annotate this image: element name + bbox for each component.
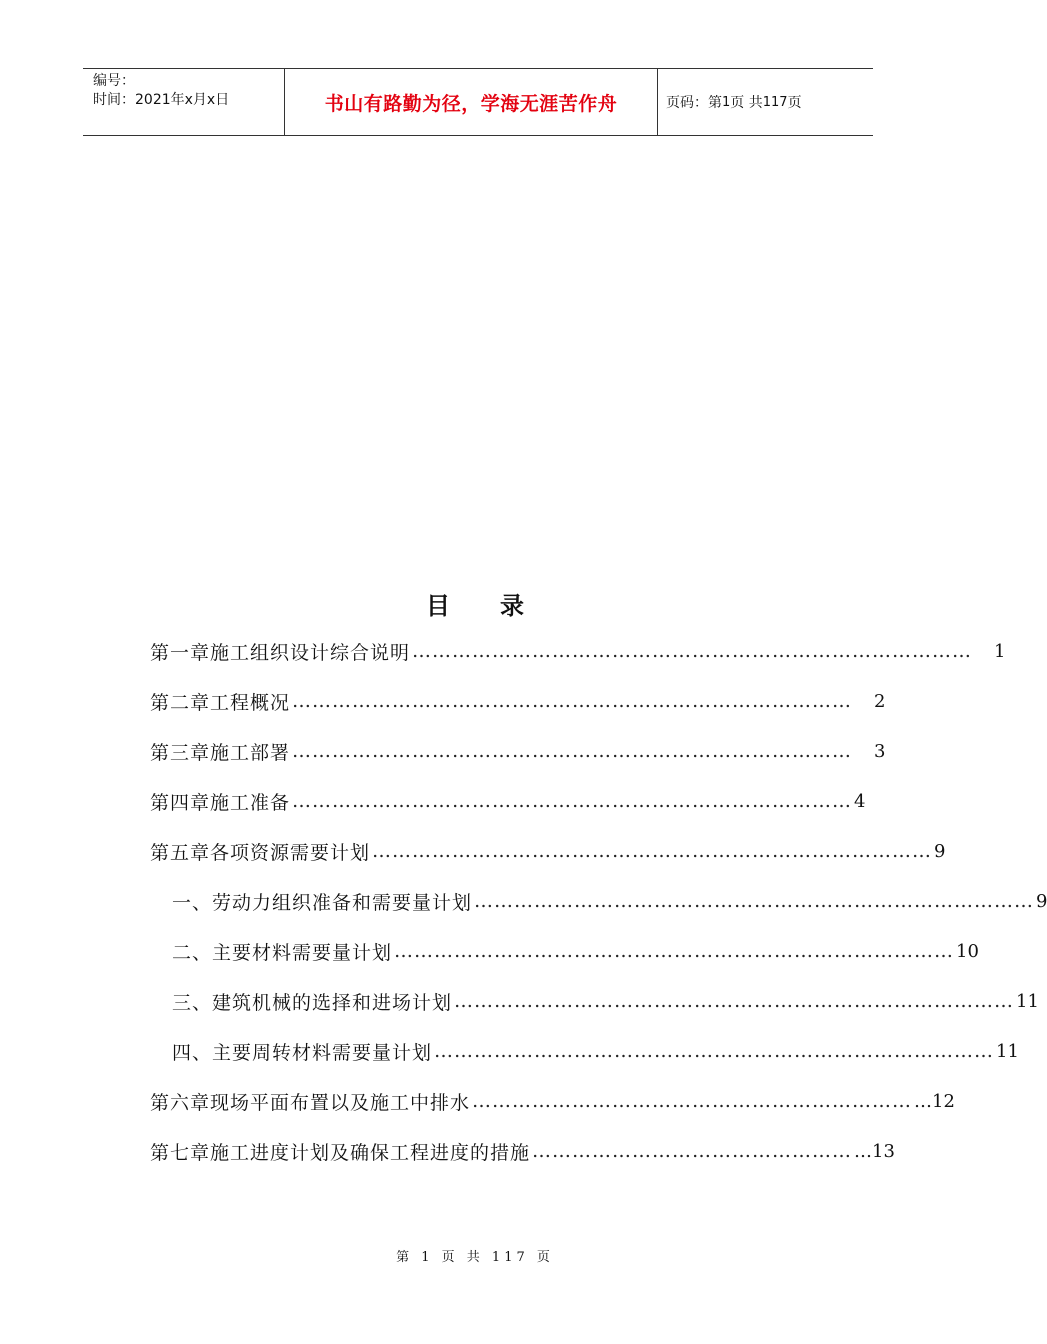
toc-leader-dots: ………………………………………………………………………… [292,690,853,712]
page-label: 页码：第 [666,95,722,111]
toc-title: 目录 [426,592,574,620]
toc-item-text: 第三章施工部署 [150,741,291,764]
document-number-label: 编号： [93,73,135,89]
toc-item-page: 11 [1016,990,1039,1012]
toc-item-page: 9 [1036,890,1047,912]
toc-item-page: 10 [956,940,979,962]
toc-item-page: 2 [874,690,886,712]
header-motto: 书山有路勤为径，学海无涯苦作舟 [324,92,618,115]
toc-item-page: …12 [914,1090,955,1112]
toc-item-text: 一、劳动力组织准备和需要量计划 [172,891,473,914]
toc-item-page: …13 [854,1140,895,1162]
toc-leader-dots: ………………………………………… [532,1140,853,1162]
page-current: 1 [722,94,731,110]
toc-leader-dots: ………………………………………………………………………… [434,1040,995,1062]
toc-item-text: 二、主要材料需要量计划 [172,941,393,964]
toc-item[interactable] [150,886,1047,916]
toc-item[interactable] [150,836,946,866]
toc-item-text: 第六章现场平面布置以及施工中排水 [150,1091,471,1114]
header-page-info [658,69,873,135]
toc-item-text: 第一章施工组织设计综合说明 [150,641,411,664]
toc-item-text: 四、主要周转材料需要量计划 [172,1041,433,1064]
header-meta [83,69,285,135]
toc-item-text: 第五章各项资源需要计划 [150,841,371,864]
toc-item-page: 4 [854,790,866,812]
toc-leader-dots: ………………………………………………………………………… [454,990,1015,1012]
toc-item-page: 9 [934,840,946,862]
header-motto-cell [285,69,658,135]
document-time-label: 时间：2021年x月x日 [93,92,230,108]
toc-leader-dots: ………………………………………………………………………… [372,840,933,862]
toc-item[interactable] [150,986,1039,1016]
toc-item[interactable] [150,1036,1019,1066]
toc-item-text: 三、建筑机械的选择和进场计划 [172,991,453,1014]
toc-leader-dots: ………………………………………………………………………… [412,640,973,662]
toc-item-text: 第二章工程概况 [150,691,291,714]
toc-item[interactable] [150,786,866,816]
toc-leader-dots: ………………………………………………………………………… [474,890,1035,912]
toc-item[interactable] [150,1086,955,1116]
toc-item-text: 第七章施工进度计划及确保工程进度的措施 [150,1141,531,1164]
page-footer: 第 1 页 共 117 页 [396,1250,554,1265]
page-header [83,68,873,136]
toc-leader-dots: ………………………………………………………………………… [292,790,853,812]
page-suffix: 页 [787,95,802,111]
toc-item-page: 11 [996,1040,1019,1062]
toc-item-page: 1 [994,640,1006,662]
toc-item[interactable] [150,1136,895,1166]
page-total: 117 [762,94,788,110]
page-mid-label: 页 共 [730,95,763,111]
toc-leader-dots: ………………………………………………………………………… [292,740,853,762]
toc-item[interactable] [150,736,886,766]
toc-item[interactable] [150,686,886,716]
toc-item[interactable] [150,936,979,966]
toc-item[interactable] [150,636,1006,666]
toc-item-text: 第四章施工准备 [150,791,291,814]
toc-item-page: 3 [874,740,886,762]
toc-leader-dots: ………………………………………………………… [472,1090,913,1112]
toc-leader-dots: ………………………………………………………………………… [394,940,955,962]
